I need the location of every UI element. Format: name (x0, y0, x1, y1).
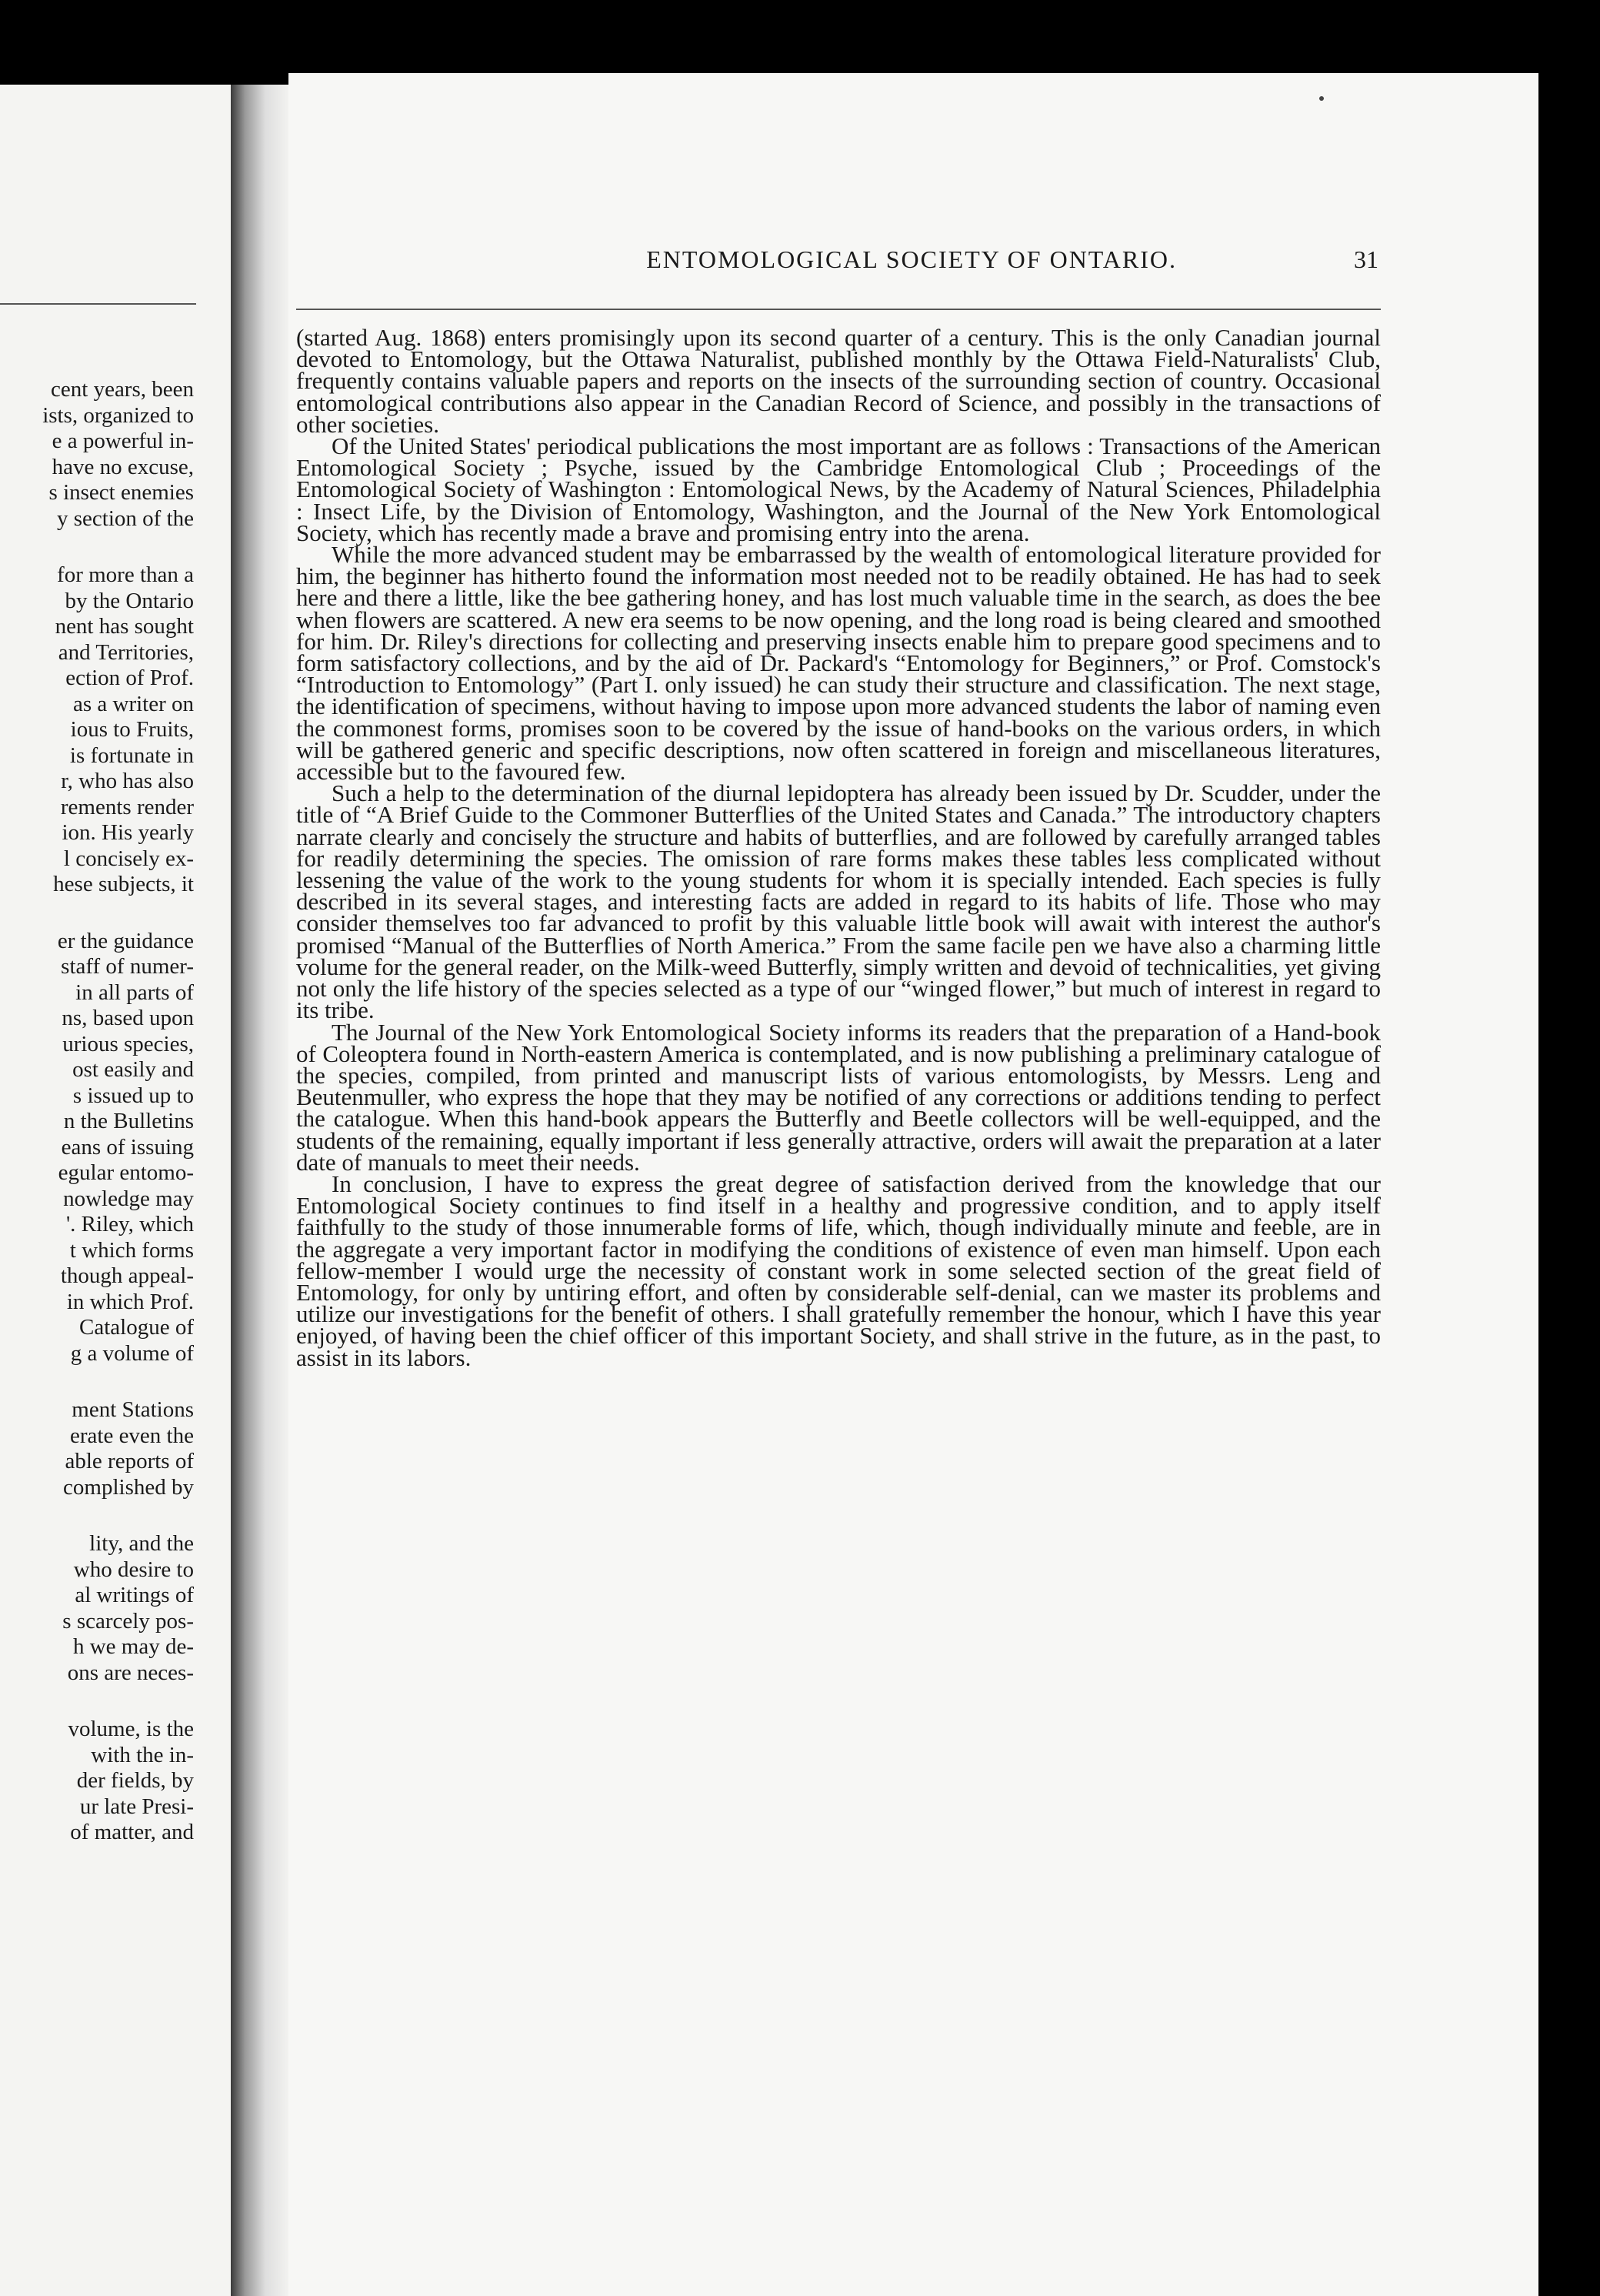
facing-page-text (0, 377, 194, 1846)
facing-page-line: ns, based upon (62, 1006, 194, 1030)
facing-page-fragment (0, 85, 231, 2296)
facing-page-line: ection of Prof. (65, 666, 194, 690)
facing-page-line: staff of numer- (61, 954, 194, 979)
facing-page-line: al writings of (75, 1583, 194, 1607)
paragraph: In conclusion, I have to express the great degree of satisfaction derived from the knowledge that our Entomological Society continues to find itself in a healthy and progressive condition, and to apply itself faithfully to the study of those innumerable forms of life, which, though individually minute and feeble, are in the aggregate a very important factor in modifying the conditions of existence of even man himself. Upon each fellow-member I would urge the necessity of constant work in some selected section of the great field of Entomology, for only by untiring effort, and often by considerable self-denial, can we master its problems and utilize our investigations for the benefit of others. I shall gratefully remember the honour, which I have this year enjoyed, of having been the chief officer of this important Society, and shall strive in the future, as in the past, to assist in its labors. (296, 1170, 1381, 1371)
facing-page-line: s insect enemies (48, 480, 194, 505)
facing-page-line: lity, and the (89, 1531, 194, 1556)
facing-page-line: '. Riley, which (65, 1212, 194, 1236)
speck-mark (1319, 96, 1324, 101)
facing-page-line: and Territories, (58, 639, 194, 665)
facing-page-line: egular entomo- (58, 1160, 194, 1185)
facing-page-line: ious to Fruits, (70, 717, 194, 742)
line-gap (0, 532, 194, 562)
facing-page-line: ost easily and (72, 1057, 194, 1082)
facing-page-line: by the Ontario (65, 588, 194, 613)
facing-page-line: r, who has also (61, 769, 194, 793)
facing-page-line: t which forms (69, 1237, 194, 1263)
facing-page-line: able reports of (65, 1449, 194, 1473)
facing-page-line: urious species, (62, 1031, 194, 1056)
facing-page-line: Catalogue of (79, 1315, 194, 1340)
facing-page-line: ons are neces- (67, 1660, 194, 1685)
paragraph: The Journal of the New York Entomological Society informs its readers that the preparation of a Hand-book of Coleoptera found in North-eastern America is contemplated, and is now publishing a preliminary catalogue of the species, compiled, from printed and manuscript lists of various entomologists, by Messrs. Leng and Beutenmuller, who express the hope that they may be notified of any corrections or additions tending to perfect the catalogue. When this hand-book appears the Butterfly and Beetle collectors will be well-equipped, and the students of the remaining, equally important if less generally attractive, orders will await the preparation at a later date of manuals to meet their needs. (296, 1018, 1381, 1176)
facing-page-line: n the Bulletins (63, 1109, 194, 1133)
facing-page-line: y section of the (57, 506, 194, 531)
paragraph: Of the United States' periodical publications the most important are as follows : Transactions of the American Entomological Society ; Psyche, issued by the Cambridge Entomological Club ; Proceedings of the Entomological Society of Washington : Entomological News, by the Academy of Natural Sciences, Philadelphia : Insect Life, by the Division of Entomology, Washington, and the Journal of the New York Entomological Society, which has recently made a brave and promising entry into the arena. (296, 432, 1381, 546)
facing-page-line: g a volume of (70, 1340, 194, 1366)
facing-page-rule (0, 303, 196, 305)
facing-page-line: s scarcely pos- (62, 1608, 194, 1634)
facing-page-line: for more than a (57, 562, 194, 587)
facing-page-line: er the guidance (57, 928, 194, 953)
facing-page-line: eans of issuing (61, 1134, 194, 1160)
facing-page-line: ment Stations (72, 1397, 194, 1422)
facing-page-line: ists, organized to (42, 402, 194, 428)
paragraph: (started Aug. 1868) enters promisingly upon its second quarter of a century. This is the only Canadian journal devoted to Entomology, but the Ottawa Naturalist, published monthly by the Ottawa Field-Naturalists' Club, frequently contains valuable papers and reports on the insects of the surrounding section of country. Occasional entomological contributions also appear in the Canadian Record of Science, and possibly in the transactions of other societies. (296, 324, 1381, 438)
facing-page-line: have no excuse, (52, 454, 194, 479)
facing-page-line: rements render (60, 794, 194, 819)
paragraph: While the more advanced student may be embarrassed by the wealth of entomological literature provided for him, the beginner has hitherto found the information most needed not to be readily obtained. He has had to seek here and there a little, like the bee gathering honey, and has lost much valuable time in the search, as does the bee when flowers are scattered. A new era seems to be now opening, and the long road is being cleared and smoothed for him. Dr. Riley's directions for collecting and preserving insects enable him to prepare good specimens and to form satisfactory collections, and by the aid of Dr. Packard's “Entomology for Beginners,” or Prof. Comstock's “Introduction to Entomology” (Part I. only issued) he can study their structure and classification. The next stage, the identification of specimens, without having to impose upon more advanced students the labor of naming even the commonest forms, promises soon to be covered by the issue of hand-books on the various orders, in which will be gathered generic and specific descriptions, now often scattered in foreign and miscellaneous literatures, accessible but to the favoured few. (296, 541, 1381, 786)
facing-page-line: hese subjects, it (53, 872, 194, 896)
facing-page-line: h we may de- (72, 1634, 194, 1659)
facing-page-line: with the in- (91, 1742, 194, 1767)
header-rule (296, 309, 1381, 310)
line-gap (0, 1686, 194, 1717)
facing-page-line: volume, is the (68, 1717, 194, 1741)
page (288, 73, 1538, 2296)
facing-page-line: is fortunate in (69, 743, 194, 768)
facing-page-line: of matter, and (70, 1820, 194, 1844)
facing-page-line: as a writer on (72, 691, 194, 716)
line-gap (0, 1500, 194, 1531)
facing-page-line: l concisely ex- (63, 846, 194, 871)
facing-page-line: nowledge may (63, 1186, 194, 1211)
facing-page-line: nent has sought (55, 614, 194, 639)
facing-page-line: in all parts of (75, 979, 194, 1005)
facing-page-line: e a powerful in- (52, 429, 194, 453)
facing-page-line: though appeal- (60, 1263, 194, 1288)
line-gap (0, 1367, 194, 1397)
facing-page-line: erate even the (69, 1423, 194, 1448)
facing-page-line: ur late Presi- (79, 1794, 194, 1819)
page-number: 31 (1354, 245, 1378, 273)
facing-page-line: ion. His yearly (62, 820, 194, 845)
line-gap (0, 898, 194, 929)
running-title: ENTOMOLOGICAL SOCIETY OF ONTARIO. (646, 245, 1177, 273)
paragraph: Such a help to the determination of the diurnal lepidoptera has already been issued by Dr. Scudder, under the title of “A Brief Guide to the Commoner Butterflies of the United States and Canada.” The introductory chapters narrate clearly and concisely the structure and habits of butterflies, and are followed by carefully arranged tables for readily determining the species. The omission of rare forms makes these tables less complicated without lessening the value of the work to the young students for whom it is specially intended. Each species is fully described in its several stages, and interesting facts are added in regard to its habits of life. Those who may consider themselves too far advanced to profit by this valuable little book will await with interest the author's promised “Manual of the Butterflies of North America.” From the same facile pen we have also a charming little volume for the general reader, on the Milk-weed Butterfly, simply written and devoid of technicalities, yet giving not only the life history of the species selected as a type of our “winged flower,” but much of interest in regard to its tribe. (296, 779, 1381, 1024)
facing-page-line: der fields, by (76, 1768, 194, 1793)
book-gutter (231, 85, 288, 2296)
facing-page-line: in which Prof. (66, 1289, 194, 1314)
facing-page-line: who desire to (73, 1557, 194, 1582)
body-text (296, 324, 1381, 1371)
facing-page-line: complished by (63, 1474, 194, 1500)
facing-page-line: cent years, been (51, 377, 194, 402)
facing-page-line: s issued up to (72, 1083, 194, 1108)
